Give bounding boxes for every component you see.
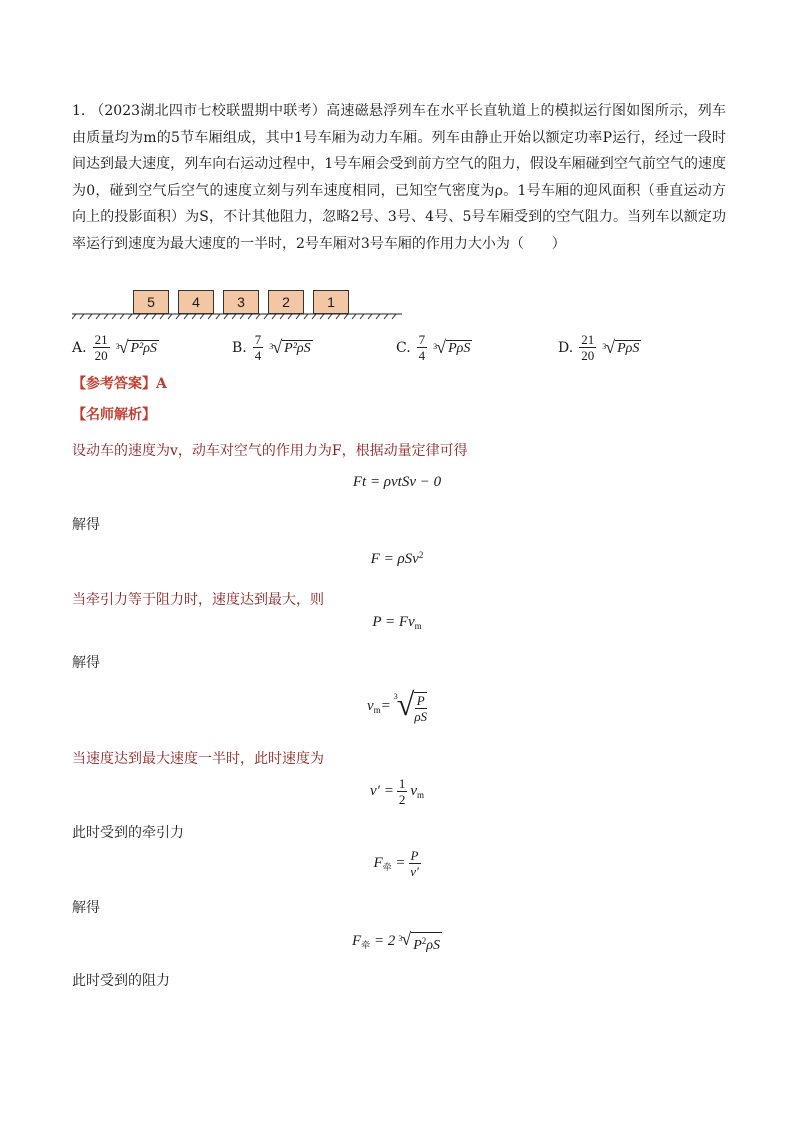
option-label: B.: [232, 339, 247, 356]
step-text-3: 当牵引力等于阻力时，速度达到最大，则: [72, 592, 324, 608]
cube-root: 3 √ P²ρS: [115, 337, 157, 357]
step-text-1: 设动车的速度为v，动车对空气的作用力为F，根据动量定律可得: [72, 443, 468, 459]
option-a[interactable]: [72, 332, 159, 363]
equation-4: $v_m=$ 3 √ $\frac{P}{\rho S}$: [366, 686, 428, 724]
equation-3: $P = Fv_m$: [372, 614, 422, 631]
question-text: [72, 98, 726, 257]
train-car-3: 3: [223, 290, 259, 314]
question-number: 1.: [72, 103, 86, 119]
equation-7: $F_牵 = 2$ 3 √ $P^2\rho S$: [352, 929, 440, 953]
fraction: $\frac{7}{4}$: [254, 332, 262, 363]
option-label: D.: [558, 339, 574, 356]
train-figure: [72, 286, 402, 320]
option-c[interactable]: [396, 332, 472, 363]
option-label: C.: [396, 339, 411, 356]
step-text-2: 解得: [72, 517, 100, 533]
equation-1: Ft = ρvtSv − 0: [352, 474, 442, 490]
question-source: （2023湖北四市七校联盟期中联考）: [90, 103, 327, 119]
fraction: $\frac{21}{20}$: [581, 332, 595, 363]
equation-2: F = ρSv$^2$: [370, 550, 424, 567]
equation-5: v′ = $\frac{1}{2}$ $v_m$: [370, 776, 424, 807]
question-body: 高速磁悬浮列车在水平长直轨道上的模拟运行图如图所示，列车由质量均为m的5节车厢组成，其中1号车厢为动力车厢。列车由静止开始以额定功率P运行，经过一段时间达到最大速度，列车向右运动过程中，1号车厢会受到前方空气的阻力，假设车厢碰到空气前空气的速度为0，碰到空气后空气的速度立刻与列车速度相同，已知空气密度为ρ。1号车厢的迎风面积（垂直运动方向上的投影面积）为S，不计其他阻力，忽略2号、3号、4号、5号车厢受到的空气阻力。当列车以额定功率运行到速度为最大速度的一半时，2号车厢对3号车厢的作用力大小为（ ）: [72, 103, 727, 252]
step-text-5: 当速度达到最大速度一半时，此时速度为: [72, 751, 324, 767]
option-label: A.: [72, 339, 87, 356]
option-d[interactable]: [558, 332, 641, 363]
fraction: $\frac{21}{20}$: [94, 332, 108, 363]
answer-options: [72, 332, 712, 372]
step-text-6: 此时受到的牵引力: [72, 825, 184, 841]
train-car-1: 1: [313, 290, 349, 314]
train-car-2: 2: [268, 290, 304, 314]
cube-root: 3 √ PρS: [433, 337, 471, 357]
option-b[interactable]: [232, 332, 313, 363]
step-text-4: 解得: [72, 655, 100, 671]
reference-answer: 【参考答案】A: [72, 376, 167, 392]
equation-6: $F_牵$ = $\frac{P}{v'}$: [373, 848, 419, 879]
step-text-7: 解得: [72, 900, 100, 916]
fraction: $\frac{7}{4}$: [418, 332, 426, 363]
cube-root: 3 √ PρS: [602, 337, 640, 357]
analysis-header: 【名师解析】: [72, 407, 156, 423]
train-car-4: 4: [178, 290, 214, 314]
train-car-5: 5: [133, 290, 169, 314]
cube-root: 3 √ P²ρS: [269, 337, 311, 357]
step-text-8: 此时受到的阻力: [72, 973, 170, 989]
